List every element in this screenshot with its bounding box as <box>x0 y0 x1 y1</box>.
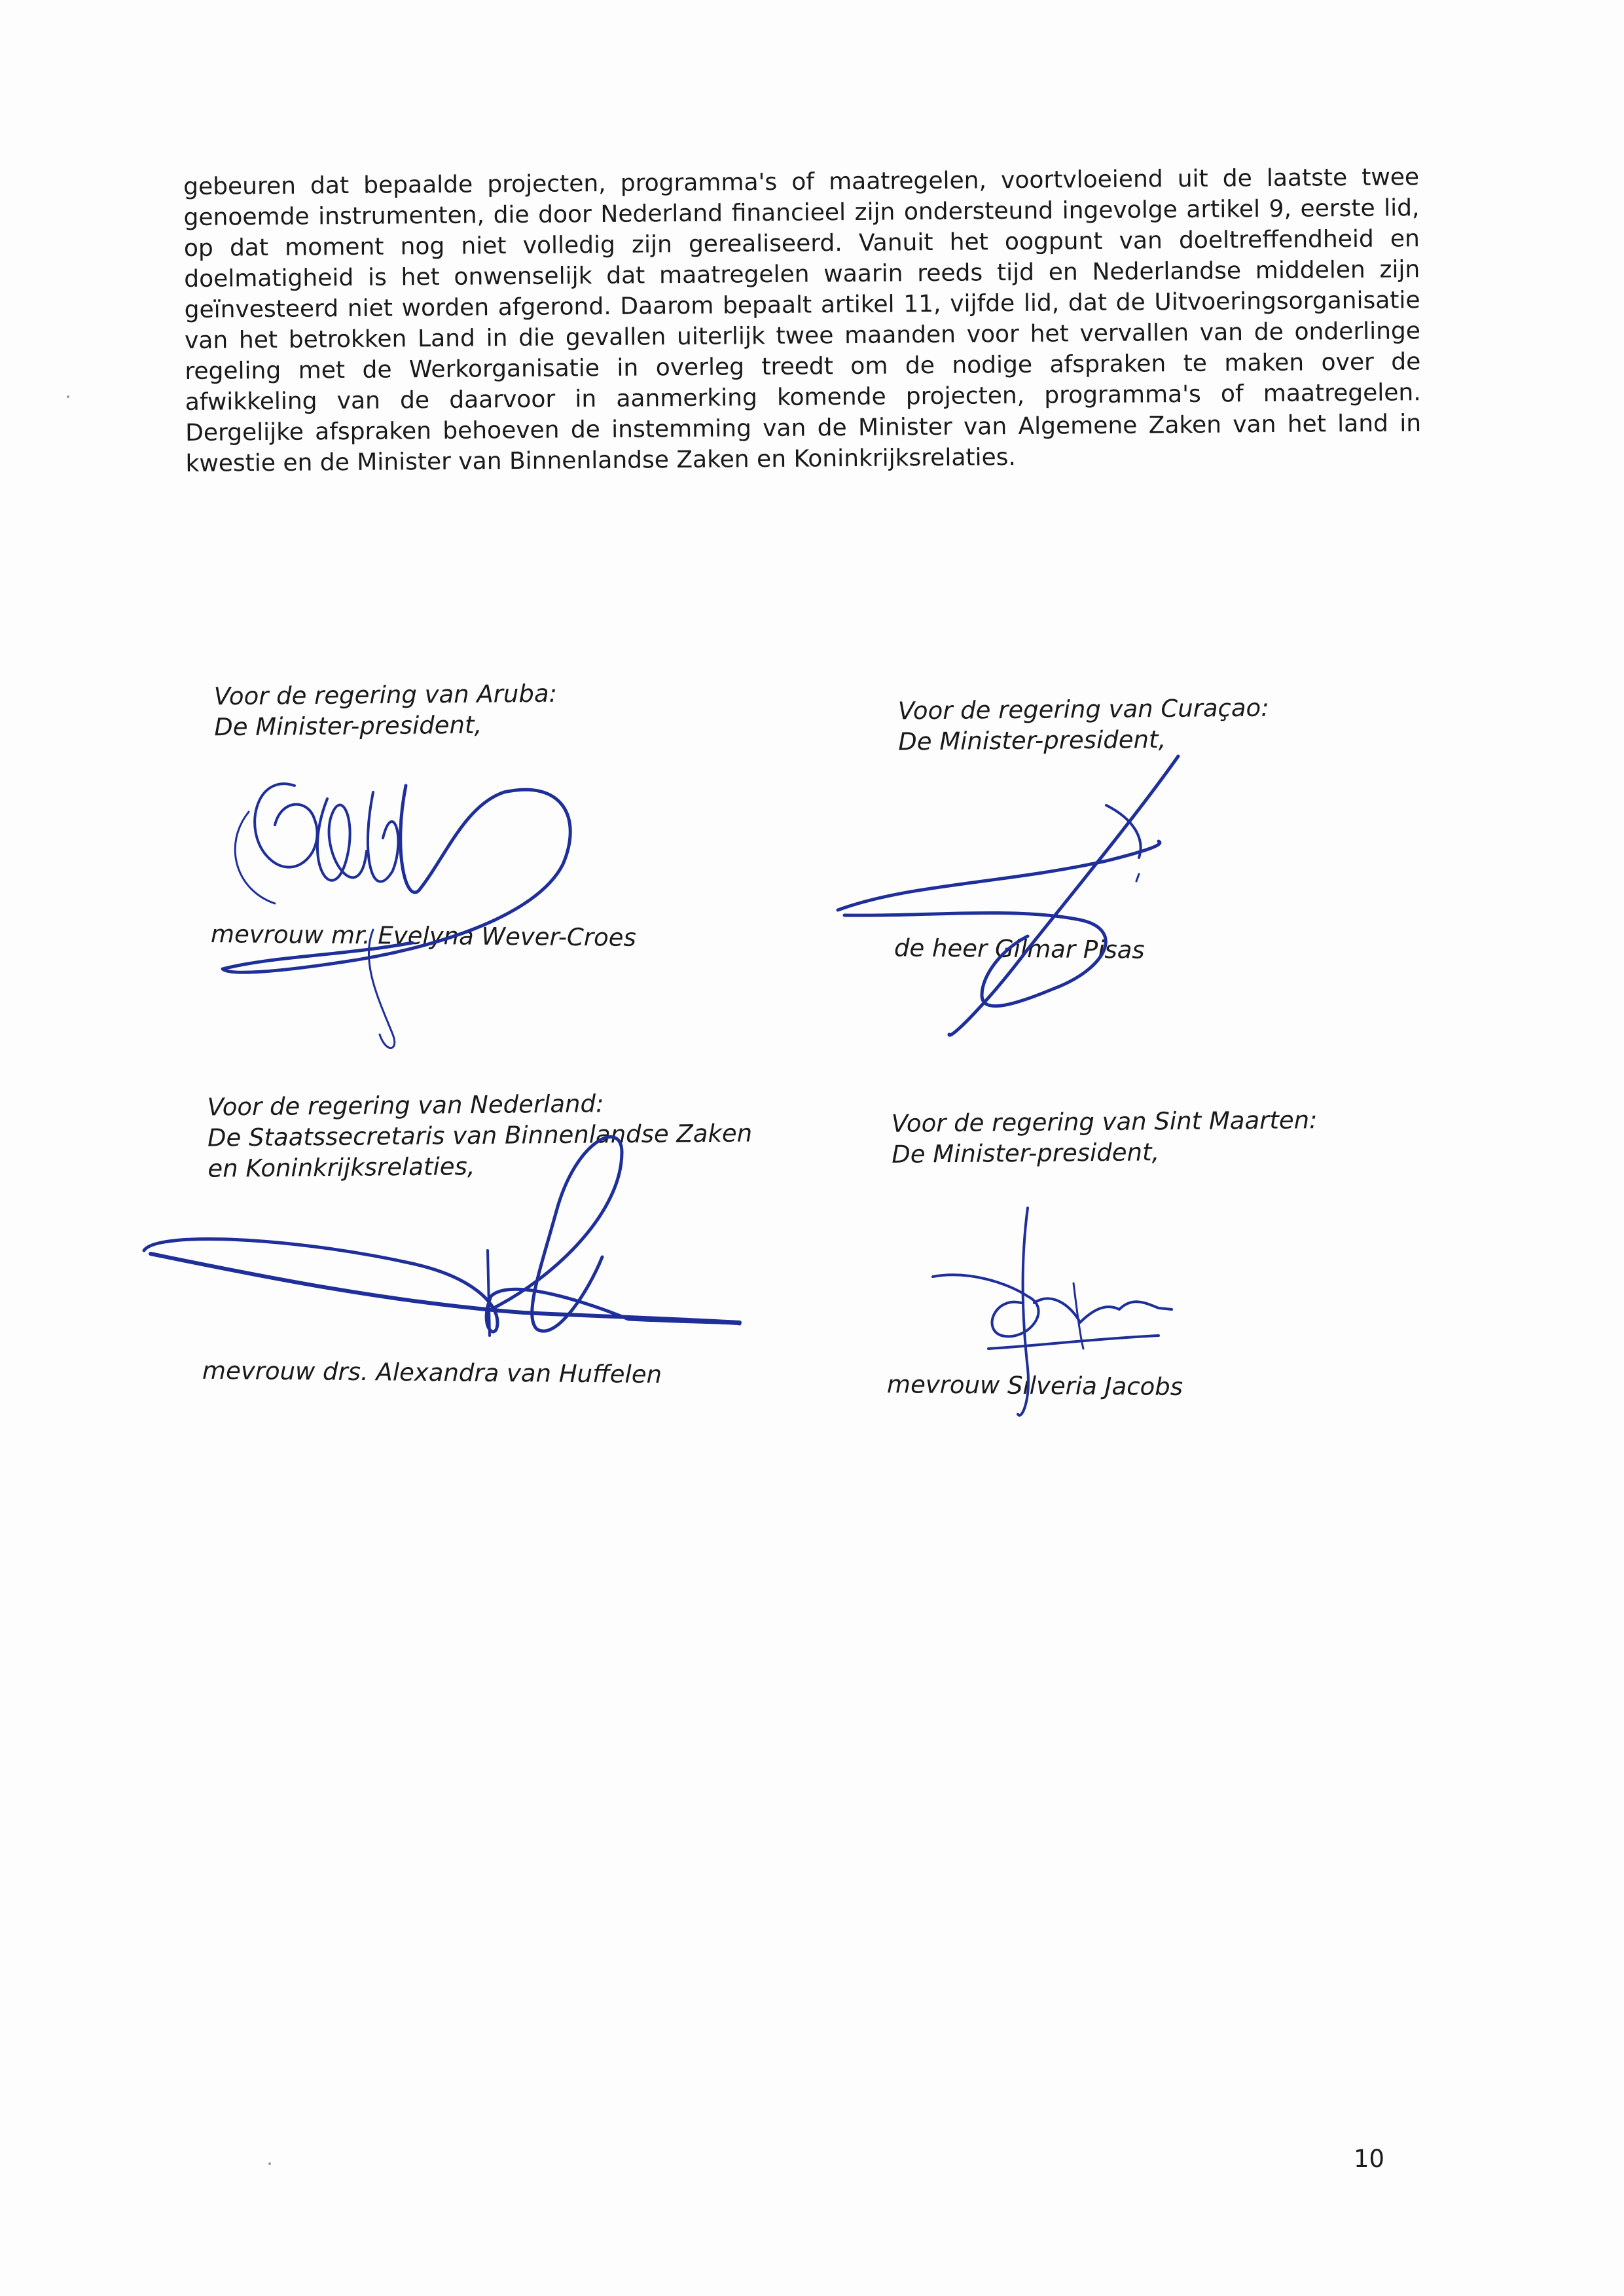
page-number: 10 <box>1354 2145 1385 2173</box>
signatory-name-aruba: mevrouw mr. Evelyna Wever-Croes <box>210 920 636 952</box>
signature-sint-maarten-image <box>923 1205 1172 1427</box>
signature-block-curacao <box>898 693 1270 757</box>
signatory-role-continued: en Koninkrijksrelaties, <box>208 1152 475 1183</box>
signatory-name-nederland: mevrouw drs. Alexandra van Huffelen <box>202 1356 662 1389</box>
scan-speck <box>268 2162 271 2165</box>
signature-block-aruba <box>214 678 558 743</box>
signatory-role: De Minister-president, <box>214 710 482 742</box>
signatory-government-label: Voor de regering van Nederland: <box>207 1089 604 1121</box>
signatory-government-label: Voor de regering van Sint Maarten: <box>891 1106 1318 1138</box>
signatory-government-label: Voor de regering van Curaçao: <box>897 693 1269 725</box>
signature-aruba-image <box>196 759 602 1061</box>
scan-speck <box>67 395 69 398</box>
signatory-role: De Minister-president, <box>898 725 1166 756</box>
signatory-government-label: Voor de regering van Aruba: <box>213 679 558 711</box>
signatory-name-curacao: de heer Gilmar Pisas <box>893 934 1145 964</box>
signature-nederland-image <box>131 1126 759 1362</box>
body-paragraph: gebeuren dat bepaalde projecten, programma's of maatregelen, voortvloeiend uit de laatste twee genoemde instrumenten, die door Nederland financieel zijn ondersteund ingevolge artikel 9, eerste lid, op dat moment nog niet volledig zijn gerealiseerd. Vanuit het oogpunt van doeltreffendheid en doelmatigheid is het onwenselijk dat maatregelen waarin reeds tijd en Nederlandse middelen zijn geïnvesteerd niet worden afgerond. Daarom bepaalt artikel 11, vijfde lid, dat de Uitvoeringsorganisatie van het betrokken Land in die gevallen uiterlijk twee maanden voor het vervallen van de onderlinge regeling met de Werkorganisatie in overleg treedt om de nodige afspraken te maken over de afwikkeling van de daarvoor in aanmerking komende projecten, programma's of maatregelen. Dergelijke afspraken behoeven de instemming van de Minister van Algemene Zaken van het land in kwestie en de Minister van Binnenlandse Zaken en Koninkrijksrelaties. <box>183 164 1422 477</box>
signature-block-sint-maarten <box>892 1104 1318 1170</box>
signatory-role: De Staatssecretaris van Binnenlandse Zaken <box>207 1119 753 1152</box>
signature-curacao-image <box>831 753 1198 1054</box>
signatory-role: De Minister-president, <box>892 1138 1160 1169</box>
signatory-name-sint-maarten: mevrouw Silveria Jacobs <box>886 1370 1183 1401</box>
